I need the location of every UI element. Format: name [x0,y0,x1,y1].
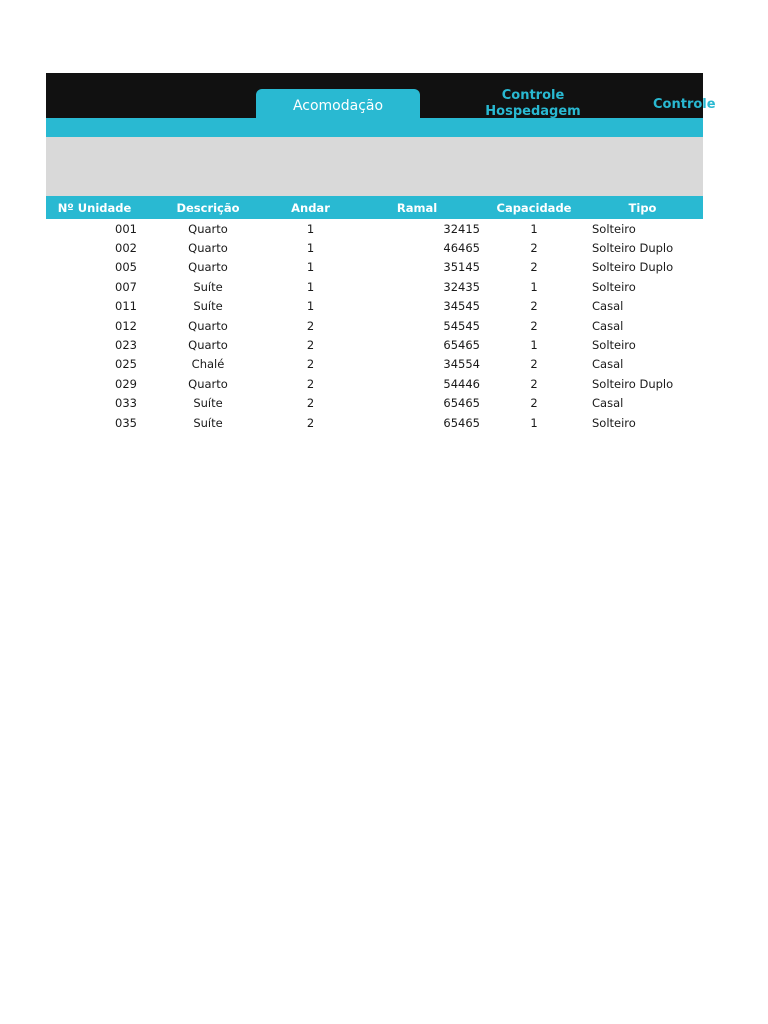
cell-descricao[interactable]: Suíte [193,279,223,294]
cell-ramal[interactable]: 54545 [443,318,480,333]
cell-ramal[interactable]: 32415 [443,221,480,236]
cell-ramal[interactable]: 65465 [443,338,480,353]
cell-capacidade[interactable]: 2 [530,241,538,256]
cell-tipo[interactable]: Casal [592,396,624,411]
table-row [46,238,703,257]
cell-descricao[interactable]: Suíte [193,396,223,411]
cell-ramal[interactable]: 65465 [443,396,480,411]
cell-descricao[interactable]: Quarto [188,221,228,236]
cell-capacidade[interactable]: 1 [530,279,538,294]
cell-descricao[interactable]: Suíte [193,415,223,430]
cell-tipo[interactable]: Solteiro Duplo [592,376,674,391]
cell-capacidade[interactable]: 1 [530,415,538,430]
cell-andar[interactable]: 2 [306,338,315,353]
cell-unidade[interactable]: 033 [115,396,137,411]
cell-unidade[interactable]: 005 [115,260,137,275]
cell-andar[interactable]: 1 [306,279,315,294]
cell-unidade[interactable]: 012 [115,318,137,333]
cell-tipo[interactable]: Solteiro Duplo [592,260,674,275]
cell-andar[interactable]: 2 [306,396,315,411]
table-row [46,374,703,393]
cell-capacidade[interactable]: 1 [530,221,538,236]
header-descricao[interactable]: Descrição [176,200,240,215]
header-band [46,137,703,196]
cell-descricao[interactable]: Suíte [193,299,223,314]
table-row [46,394,703,413]
cell-capacidade[interactable]: 2 [530,260,538,275]
table-row [46,258,703,277]
header-tipo[interactable]: Tipo [628,200,657,215]
table-row [46,316,703,335]
cell-unidade[interactable]: 035 [115,415,137,430]
cell-unidade[interactable]: 029 [115,376,137,391]
cell-unidade[interactable]: 002 [115,241,137,256]
table-body [46,219,703,432]
cell-unidade[interactable]: 011 [115,299,137,314]
cell-descricao[interactable]: Quarto [188,338,228,353]
cell-ramal[interactable]: 46465 [443,241,480,256]
tab-controle-hospedagem[interactable]: Controle Hospedagem [485,88,581,119]
cell-descricao[interactable]: Quarto [188,318,228,333]
cell-descricao[interactable]: Quarto [188,260,228,275]
cell-unidade[interactable]: 001 [115,221,137,236]
cell-tipo[interactable]: Casal [592,299,624,314]
cell-andar[interactable]: 1 [306,299,315,314]
table-header-row [46,196,703,219]
table-row [46,297,703,316]
accommodation-table-container [46,196,703,432]
cell-unidade[interactable]: 007 [115,279,137,294]
cell-capacidade[interactable]: 2 [530,299,538,314]
cell-ramal[interactable]: 34545 [443,299,480,314]
cell-andar[interactable]: 2 [306,318,315,333]
cell-capacidade[interactable]: 2 [530,376,538,391]
cell-andar[interactable]: 1 [306,260,315,275]
table-row [46,413,703,432]
cell-unidade[interactable]: 025 [115,357,137,372]
cell-capacidade[interactable]: 2 [530,396,538,411]
cell-andar[interactable]: 2 [306,376,315,391]
cell-ramal[interactable]: 65465 [443,415,480,430]
header-capacidade[interactable]: Capacidade [496,200,572,215]
cell-andar[interactable]: 2 [306,415,315,430]
table-row [46,219,703,238]
cell-tipo[interactable]: Solteiro Duplo [592,241,674,256]
table-row [46,277,703,296]
cell-descricao[interactable]: Quarto [188,376,228,391]
accommodation-table [46,196,703,432]
cell-ramal[interactable]: 35145 [443,260,480,275]
cell-andar[interactable]: 1 [306,221,315,236]
cell-descricao[interactable]: Chalé [191,357,225,372]
header-ramal[interactable]: Ramal [396,200,438,215]
cell-capacidade[interactable]: 1 [530,338,538,353]
cell-tipo[interactable]: Solteiro [592,338,636,353]
cell-ramal[interactable]: 32435 [443,279,480,294]
cell-andar[interactable]: 2 [306,357,315,372]
cell-ramal[interactable]: 34554 [443,357,480,372]
table-row [46,355,703,374]
cell-descricao[interactable]: Quarto [188,241,228,256]
cell-tipo[interactable]: Solteiro [592,221,636,236]
table-row [46,335,703,354]
header-andar[interactable]: Andar [291,200,330,215]
cell-capacidade[interactable]: 2 [530,318,538,333]
cell-tipo[interactable]: Casal [592,357,624,372]
cell-tipo[interactable]: Solteiro [592,415,636,430]
cell-capacidade[interactable]: 2 [530,357,538,372]
cell-tipo[interactable]: Solteiro [592,279,636,294]
tab-acomodacao[interactable]: Acomodação [256,89,420,122]
cell-tipo[interactable]: Casal [592,318,624,333]
header-unidade[interactable]: Nº Unidade [57,200,132,215]
cell-ramal[interactable]: 54446 [443,376,480,391]
tab-controle[interactable]: Controle [653,97,716,112]
cell-andar[interactable]: 1 [306,241,315,256]
cell-unidade[interactable]: 023 [115,338,137,353]
